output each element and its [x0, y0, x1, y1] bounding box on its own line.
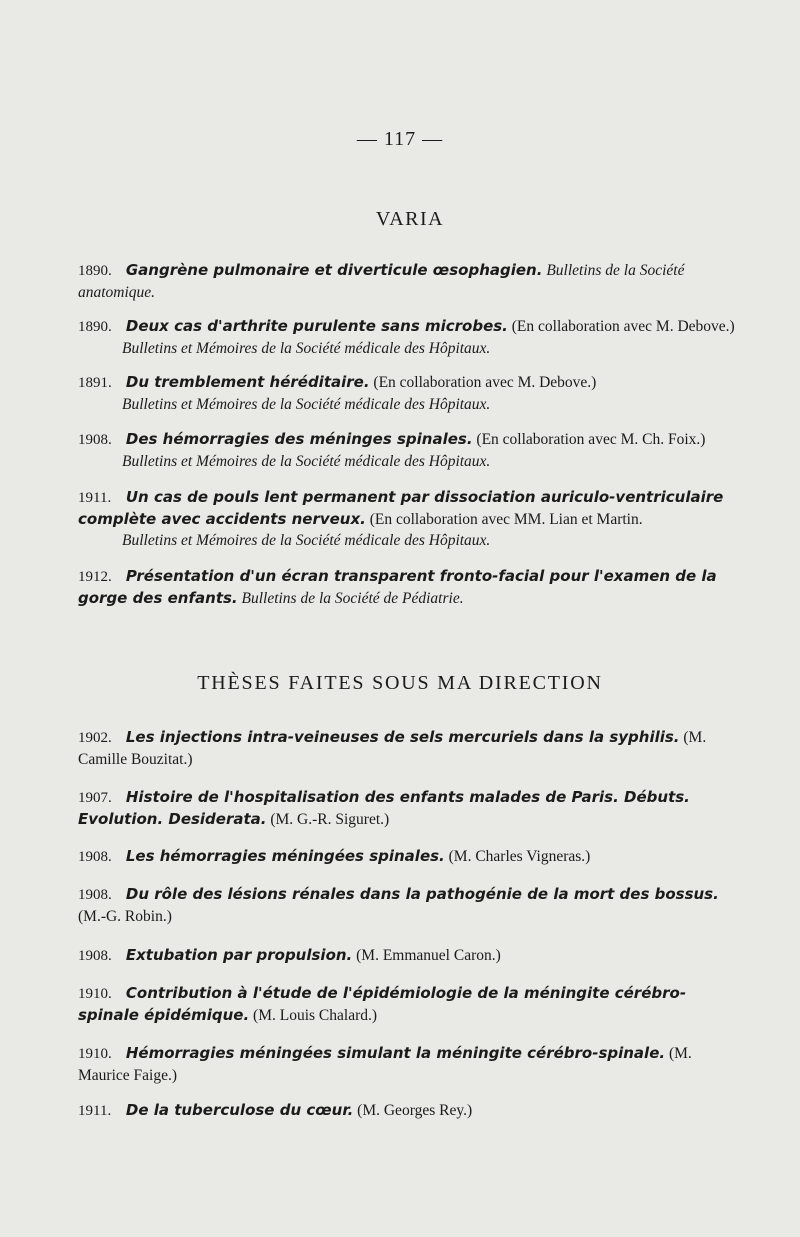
entry-title: Présentation d'un écran transparent fronto-facial pour l'examen de la gorge des enfants.	[78, 567, 717, 607]
entry-author: (M. Emmanuel Caron.)	[356, 947, 501, 964]
varia-entry	[78, 372, 736, 415]
entry-publication: Bulletins de la Société de Pédiatrie.	[241, 590, 464, 607]
entry-title: Deux cas d'arthrite purulente sans microbes.	[125, 317, 508, 335]
entry-title: De la tuberculose du cœur.	[125, 1101, 354, 1119]
entry-year: 1911.	[78, 490, 112, 506]
thesis-entry	[78, 945, 736, 967]
theses-heading: THÈSES FAITES SOUS MA DIRECTION	[197, 672, 603, 694]
entry-year: 1890.	[78, 319, 112, 335]
entry-publication: Bulletins et Mémoires de la Société médicale des Hôpitaux.	[122, 340, 491, 357]
entry-author: (M. Charles Vigneras.)	[448, 848, 591, 865]
entry-title: Contribution à l'étude de l'épidémiologie de la méningite cérébro-spinale épidémique.	[78, 984, 687, 1024]
entry-note: (En collaboration avec M. Debove.)	[511, 318, 735, 335]
varia-entry	[78, 316, 736, 359]
entry-author: (M. Camille Bouzitat.)	[78, 729, 707, 768]
varia-entry	[78, 429, 736, 472]
entry-year: 1912.	[78, 569, 112, 585]
entry-year: 1908.	[78, 887, 112, 903]
entry-author: (M. Louis Chalard.)	[253, 1007, 378, 1024]
entry-publication: Bulletins et Mémoires de la Société médicale des Hôpitaux.	[122, 532, 491, 549]
entry-year: 1908.	[78, 948, 112, 964]
entry-year: 1891.	[78, 375, 112, 391]
entry-year: 1910.	[78, 1046, 112, 1062]
entry-year: 1910.	[78, 986, 112, 1002]
entry-title: Histoire de l'hospitalisation des enfants malades de Paris. Débuts. Evolution. Desiderata.	[78, 788, 690, 828]
thesis-entry	[78, 983, 736, 1026]
entry-year: 1907.	[78, 790, 112, 806]
entry-year: 1902.	[78, 730, 112, 746]
entry-title: Des hémorragies des méninges spinales.	[125, 430, 473, 448]
entry-note: (En collaboration avec M. Debove.)	[373, 374, 597, 391]
entry-note: (En collaboration avec MM. Lian et Martin.	[369, 511, 643, 528]
entry-title: Hémorragies méningées simulant la méningite cérébro-spinale.	[125, 1044, 666, 1062]
entry-publication: Bulletins de la Société anatomique.	[78, 262, 685, 301]
varia-entry	[78, 487, 736, 551]
entry-year: 1890.	[78, 263, 112, 279]
entry-note: (En collaboration avec M. Ch. Foix.)	[476, 431, 706, 448]
page-number: — 117 —	[356, 128, 444, 150]
entry-title: Gangrène pulmonaire et diverticule œsophagien.	[125, 261, 543, 279]
entry-year: 1908.	[78, 432, 112, 448]
entry-title: Les hémorragies méningées spinales.	[125, 847, 445, 865]
varia-entry	[78, 260, 736, 303]
entry-title: Un cas de pouls lent permanent par dissociation auriculo-ventriculaire complète avec accidents nerveux.	[78, 488, 724, 528]
entry-author: (M. Maurice Faige.)	[78, 1045, 692, 1084]
entry-year: 1911.	[78, 1103, 112, 1119]
thesis-entry	[78, 1043, 736, 1086]
thesis-entry	[78, 1100, 736, 1122]
entry-author: (M.-G. Robin.)	[78, 908, 172, 925]
entry-publication: Bulletins et Mémoires de la Société médicale des Hôpitaux.	[122, 453, 491, 470]
entry-author: (M. Georges Rey.)	[357, 1102, 473, 1119]
thesis-entry	[78, 787, 736, 830]
thesis-entry	[78, 846, 736, 868]
entry-author: (M. G.-R. Siguret.)	[270, 811, 390, 828]
varia-entry	[78, 566, 736, 609]
entry-publication: Bulletins et Mémoires de la Société médicale des Hôpitaux.	[122, 396, 491, 413]
entry-year: 1908.	[78, 849, 112, 865]
entry-title: Du rôle des lésions rénales dans la pathogénie de la mort des bossus.	[125, 885, 719, 903]
entry-title: Les injections intra-veineuses de sels mercuriels dans la syphilis.	[125, 728, 680, 746]
entry-title: Du tremblement héréditaire.	[125, 373, 370, 391]
thesis-entry	[78, 884, 736, 927]
thesis-entry	[78, 727, 736, 770]
entry-title: Extubation par propulsion.	[125, 946, 353, 964]
varia-heading: VARIA	[375, 208, 445, 230]
